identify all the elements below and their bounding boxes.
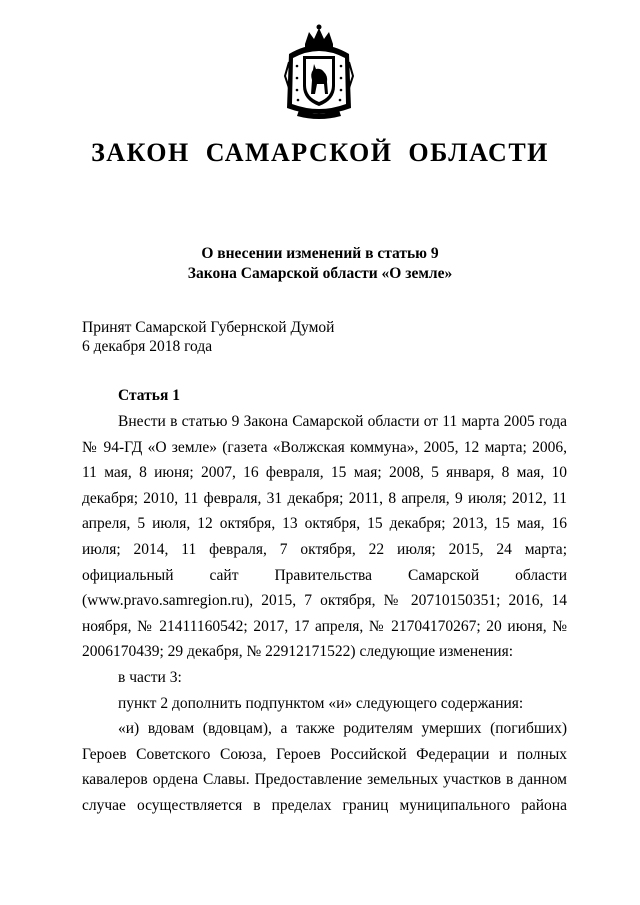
article-paragraph: «и) вдовам (вдовцам), а также родителям умерших (погибших) Героев Советского Союза, Героев Российской Федерации и полных кавалеров ордена Славы. Предоставление земельных участков в данном случае осуществляется в пределах границ муниципального района bbox=[82, 720, 567, 814]
adopted-by: Принят Самарской Губернской Думой bbox=[82, 319, 335, 336]
law-subtitle bbox=[0, 244, 640, 284]
article-body bbox=[82, 409, 567, 819]
adoption-note bbox=[82, 318, 334, 356]
article-heading: Статья 1 bbox=[118, 387, 180, 404]
article-paragraph: в части 3: bbox=[118, 668, 182, 686]
article-paragraph: Внести в статью 9 Закона Самарской области от 11 марта 2005 года № 94-ГД «О земле» (газета «Волжская коммуна», 2005, 12 марта; 2006, 11 мая, 8 июня; 2007, 16 февраля, 15 мая; 2008, 5 января, 8 мая, 10 декабря; 2010, 11 февраля, 31 декабря; 2011, 8 апреля, 9 июля; 2012, 11 апреля, 5 июля, 12 октября, 13 октября, 15 декабря; 2013, 15 мая, 16 июля; 2014, 11 февраля, 7 октября, 22 июля; 2015, 24 марта; официальный сайт Правительства Самарской области (www.pravo.samregion.ru), 2015, 7 октября, № 20710150351; 2016, 14 ноября, № 21411160542; 2017, 17 апреля, № 21704170267; 20 июня, № 2006170439; 29 декабря, № 22912171522) следующие изменения: bbox=[82, 413, 567, 661]
adoption-date: 6 декабря 2018 года bbox=[82, 338, 213, 355]
article-paragraph: пункт 2 дополнить подпунктом «и» следующего содержания: bbox=[118, 694, 524, 712]
subtitle-line-2: Закона Самарской области «О земле» bbox=[187, 265, 453, 282]
law-title: ЗАКОН САМАРСКОЙ ОБЛАСТИ bbox=[91, 138, 549, 167]
subtitle-line-1: О внесении изменений в статью 9 bbox=[201, 245, 439, 262]
coat-of-arms-icon bbox=[283, 22, 355, 122]
